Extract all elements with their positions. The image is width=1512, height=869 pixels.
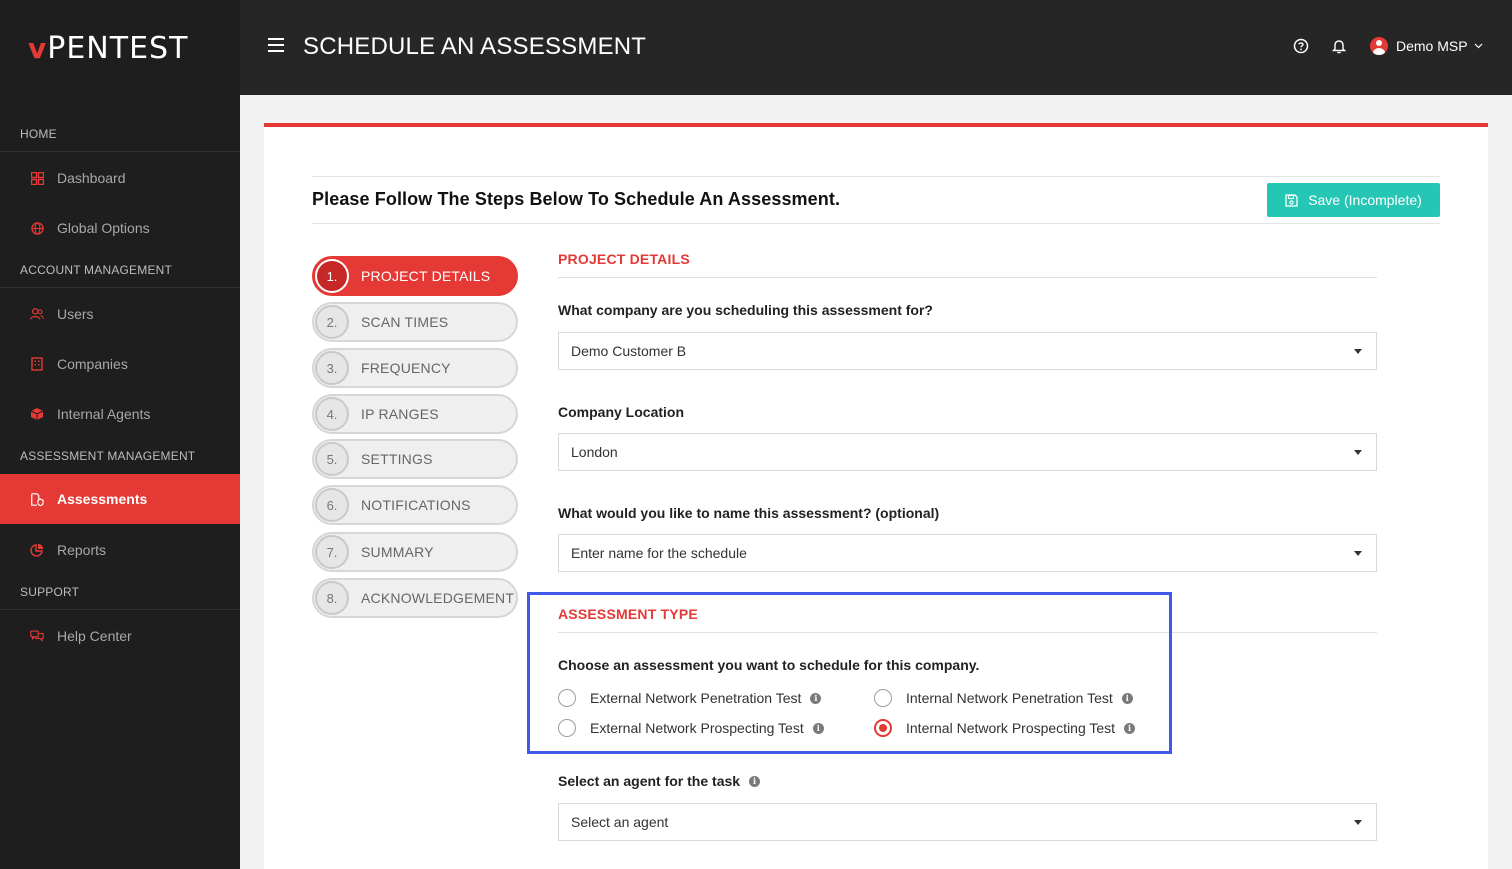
section-label-account-management: ACCOUNT MANAGEMENT <box>20 263 173 277</box>
divider <box>0 151 240 152</box>
step-scan-times[interactable] <box>312 302 518 342</box>
section-label-home: HOME <box>20 127 57 141</box>
step-notifications[interactable] <box>312 485 518 525</box>
avatar <box>1370 37 1388 55</box>
step-label: SETTINGS <box>361 451 433 467</box>
step-number: 2. <box>315 305 349 339</box>
save-button[interactable] <box>1267 183 1440 217</box>
radio-external-prospecting[interactable] <box>558 719 824 737</box>
save-button-label: Save (Incomplete) <box>1308 192 1422 208</box>
step-ip-ranges[interactable] <box>312 394 518 434</box>
radio-label: External Network Prospecting Test <box>590 720 804 736</box>
radio-internal-prospecting[interactable] <box>874 719 1135 737</box>
divider <box>0 609 240 610</box>
agent-select-placeholder: Select an agent <box>571 814 669 830</box>
step-number: 8. <box>315 581 349 615</box>
step-acknowledgement[interactable] <box>312 578 518 618</box>
step-label: PROJECT DETAILS <box>361 268 491 284</box>
divider <box>312 176 1440 177</box>
section-label-assessment-management: ASSESSMENT MANAGEMENT <box>20 449 196 463</box>
info-icon[interactable]: i <box>1124 723 1135 734</box>
location-select[interactable] <box>558 433 1377 471</box>
divider <box>0 287 240 288</box>
logo-prefix: v <box>28 31 46 65</box>
chat-icon <box>30 629 44 643</box>
users-icon <box>30 307 44 321</box>
section-title-assessment-type: ASSESSMENT TYPE <box>558 606 698 622</box>
radio-internal-penetration[interactable] <box>874 689 1133 707</box>
top-bar <box>240 0 1512 95</box>
sidebar-item-label: Reports <box>57 542 107 558</box>
divider <box>312 223 1440 224</box>
location-label: Company Location <box>558 404 685 420</box>
step-number: 3. <box>315 351 349 385</box>
assessment-name-placeholder: Enter name for the schedule <box>571 545 747 561</box>
company-select-value: Demo Customer B <box>571 343 687 359</box>
instructions-heading: Please Follow The Steps Below To Schedule An Assessment. <box>312 189 841 209</box>
radio-label: External Network Penetration Test <box>590 690 802 706</box>
sidebar-item-label: Internal Agents <box>57 406 151 422</box>
section-label-support: SUPPORT <box>20 585 80 599</box>
step-label: IP RANGES <box>361 406 439 422</box>
grid-icon <box>30 171 44 185</box>
step-label: ACKNOWLEDGEMENT <box>361 590 515 606</box>
sidebar-item-help-center[interactable] <box>0 611 240 661</box>
globe-icon <box>30 221 44 235</box>
step-number: 1. <box>315 259 349 293</box>
step-number: 6. <box>315 488 349 522</box>
info-icon[interactable]: i <box>1122 693 1133 704</box>
sidebar-item-label: Global Options <box>57 220 150 236</box>
step-number: 4. <box>315 397 349 431</box>
sidebar-item-companies[interactable] <box>0 339 240 389</box>
sidebar-item-users[interactable] <box>0 289 240 339</box>
agent-label: Select an agent for the task <box>558 773 741 789</box>
sidebar-item-label: Dashboard <box>57 170 126 186</box>
logo-word: PENTEST <box>47 30 189 66</box>
step-project-details[interactable] <box>312 256 518 296</box>
sidebar <box>0 0 240 869</box>
radio-button[interactable] <box>874 689 892 707</box>
user-name: Demo MSP <box>1396 38 1468 54</box>
radio-label: Internal Network Prospecting Test <box>906 720 1116 736</box>
step-summary[interactable] <box>312 532 518 572</box>
sidebar-item-assessments[interactable] <box>0 474 240 524</box>
file-shield-icon <box>30 492 44 506</box>
section-title-project-details: PROJECT DETAILS <box>558 251 690 267</box>
sidebar-item-label: Companies <box>57 356 128 372</box>
pie-chart-icon <box>30 543 44 557</box>
step-label: SUMMARY <box>361 544 434 560</box>
location-select-value: London <box>571 444 618 460</box>
user-menu[interactable] <box>1370 37 1483 55</box>
radio-button[interactable] <box>558 719 576 737</box>
radio-button[interactable] <box>558 689 576 707</box>
chevron-down-icon <box>1474 43 1483 49</box>
radio-label: Internal Network Penetration Test <box>906 690 1113 706</box>
bell-icon[interactable] <box>1331 38 1347 54</box>
caret-down-icon <box>1354 551 1362 556</box>
sidebar-item-label: Assessments <box>57 491 148 507</box>
info-icon[interactable]: i <box>749 776 760 787</box>
menu-icon[interactable] <box>268 38 284 54</box>
assessment-type-prompt: Choose an assessment you want to schedule for this company. <box>558 657 980 673</box>
divider <box>558 277 1377 278</box>
sidebar-item-internal-agents[interactable] <box>0 389 240 439</box>
sidebar-item-label: Help Center <box>57 628 132 644</box>
step-settings[interactable] <box>312 439 518 479</box>
save-icon <box>1285 194 1298 207</box>
step-frequency[interactable] <box>312 348 518 388</box>
sidebar-item-global-options[interactable] <box>0 203 240 253</box>
info-icon[interactable]: i <box>813 723 824 734</box>
radio-button-selected[interactable] <box>874 719 892 737</box>
step-number: 5. <box>315 442 349 476</box>
caret-down-icon <box>1354 450 1362 455</box>
info-icon[interactable]: i <box>810 693 821 704</box>
company-question-label: What company are you scheduling this assessment for? <box>558 302 933 318</box>
sidebar-item-dashboard[interactable] <box>0 153 240 203</box>
assessment-name-field[interactable] <box>558 534 1377 572</box>
agent-select[interactable] <box>558 803 1377 841</box>
assessment-name-label: What would you like to name this assessment? (optional) <box>558 505 940 521</box>
vpentest-logo[interactable] <box>28 30 188 66</box>
caret-down-icon <box>1354 349 1362 354</box>
cube-icon <box>30 407 44 421</box>
step-label: SCAN TIMES <box>361 314 449 330</box>
company-select[interactable] <box>558 332 1377 370</box>
step-label: FREQUENCY <box>361 360 451 376</box>
step-number: 7. <box>315 535 349 569</box>
help-icon[interactable] <box>1293 38 1309 54</box>
agent-label-row <box>558 773 760 789</box>
step-label: NOTIFICATIONS <box>361 497 471 513</box>
divider <box>558 632 1377 633</box>
sidebar-item-reports[interactable] <box>0 525 240 575</box>
caret-down-icon <box>1354 820 1362 825</box>
sidebar-item-label: Users <box>57 306 94 322</box>
page-title: SCHEDULE AN ASSESSMENT <box>303 33 647 60</box>
building-icon <box>30 357 44 371</box>
radio-external-penetration[interactable] <box>558 689 821 707</box>
